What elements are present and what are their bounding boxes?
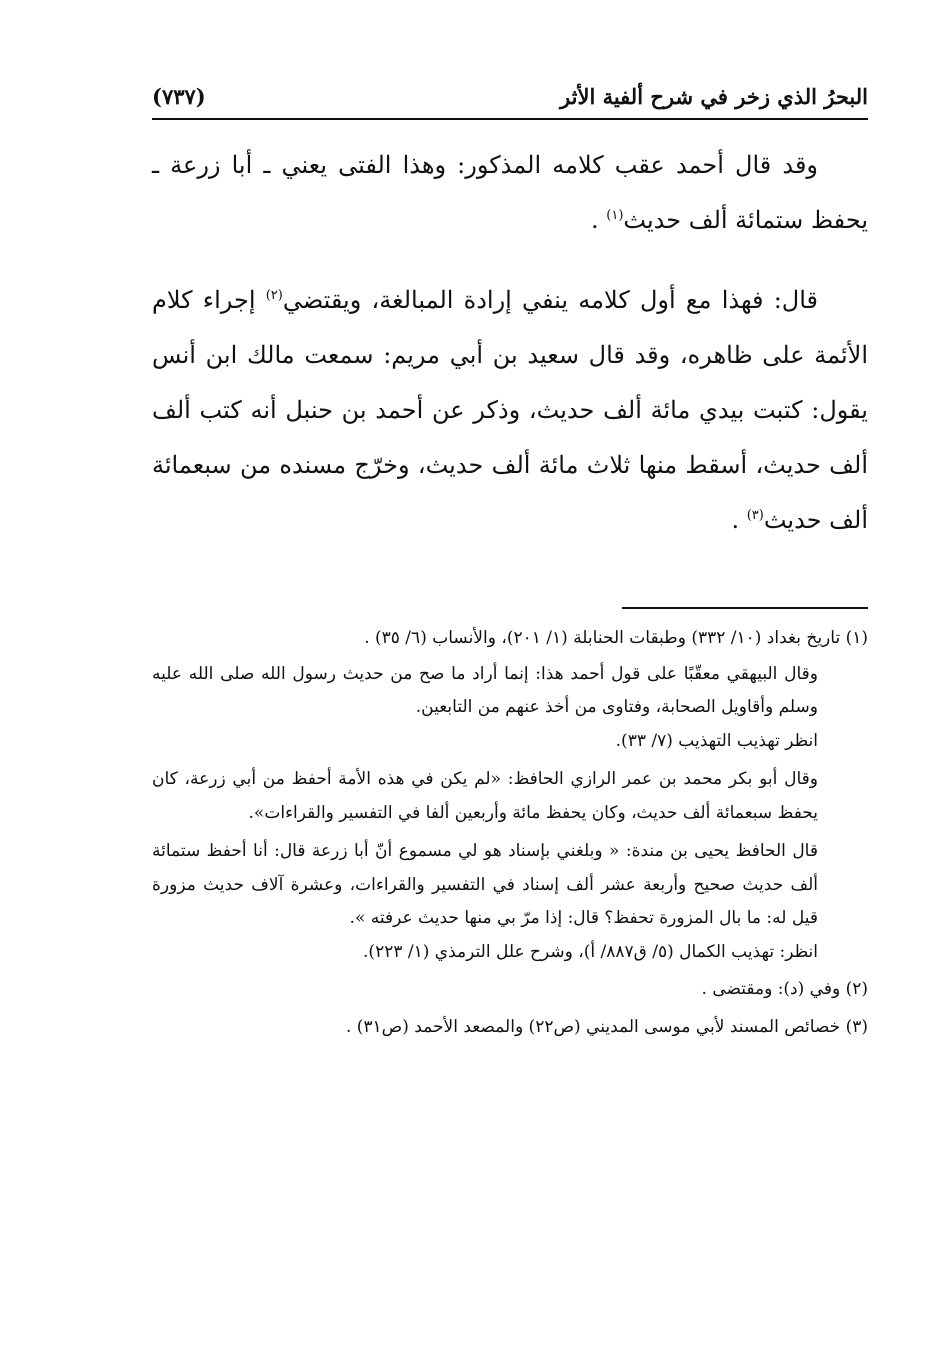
footnote-1-bayhaqi: وقال البيهقي معقّبًا على قول أحمد هذا: إنما أراد ما صح من حديث رسول الله صلى الله عليه وسلم وأقاويل الصحابة، وفتاوى من أخذ عنهم من التابعين.: [152, 663, 818, 717]
paragraph-2-end: .: [731, 506, 747, 534]
main-text: [152, 138, 868, 548]
footnotes: [152, 622, 868, 1044]
footnote-ref-1: (١): [606, 208, 624, 223]
running-title: البحرُ الذي زخر في شرح ألفية الأثر: [560, 84, 868, 109]
footnote-2: (٢) وفي (د): ومقتضى .: [701, 979, 868, 999]
footnote-separator: [622, 607, 868, 609]
footnote-3: (٣) خصائص المسند لأبي موسى المديني (ص٢٢) والمصعد الأحمد (ص٣١) .: [345, 1016, 868, 1037]
footnote-ref-2: (٢): [265, 288, 283, 303]
footnote-1-ibn-mandah: قال الحافظ يحيى بن مندة: « وبلغني بإسناد هو لي مسموع أنّ أبا زرعة قال: أنا أحفظ ستمائة ألف حديث صحيح وأربعة عشر ألف إسناد في التفسير والقراءات، وعشرة آلاف حديث مزورة قيل له: ما بال المزورة تحفظ؟ قال: إذا مرّ بي منها حديث عرفته ».: [152, 841, 818, 928]
footnote-1-see-kamal: انظر: تهذيب الكمال (٥/ ق٨٨٧/ أ)، وشرح علل الترمذي (١/ ٢٢٣).: [363, 941, 818, 962]
page-number: (٧٣٧): [152, 84, 206, 109]
footnote-ref-3: (٣): [746, 508, 764, 523]
paragraph-1-text: وقد قال أحمد عقب كلامه المذكور: وهذا الفتى يعني ـ أبا زرعة ـ يحفظ ستمائة ألف حديث: [152, 151, 868, 234]
footnote-1-razi: وقال أبو بكر محمد بن عمر الرازي الحافظ: «لم يكن في هذه الأمة أحفظ من أبي زرعة، كان يحفظ سبعمائة ألف حديث، وكان يحفظ مائة وأربعين ألفا في التفسير والقراءات».: [152, 769, 818, 823]
paragraph-2-text-b: إجراء كلام الأئمة على ظاهره، وقد قال سعيد بن أبي مريم: سمعت مالك ابن أنس يقول: كتبت بيدي مائة ألف حديث، وذكر عن أحمد بن حنبل أنه كتب ألف ألف حديث، أسقط منها ثلاث مائة ألف حديث، وخرّج مسنده من سبعمائة ألف حديث: [152, 286, 868, 534]
paragraph-2-text-a: قال: فهذا مع أول كلامه ينفي إرادة المبالغة، ويقتضي: [282, 286, 819, 314]
paragraph-1-end: .: [591, 206, 607, 234]
footnote-1: (١) تاريخ بغداد (١٠/ ٣٣٢) وطبقات الحنابلة (١/ ٢٠١)، والأنساب (٦/ ٣٥) .: [364, 628, 868, 648]
page-header: [152, 80, 868, 120]
paragraph-2: [152, 273, 868, 548]
footnote-1-see-tahdhib: انظر تهذيب التهذيب (٧/ ٣٣).: [615, 730, 818, 751]
paragraph-1: [152, 138, 868, 248]
